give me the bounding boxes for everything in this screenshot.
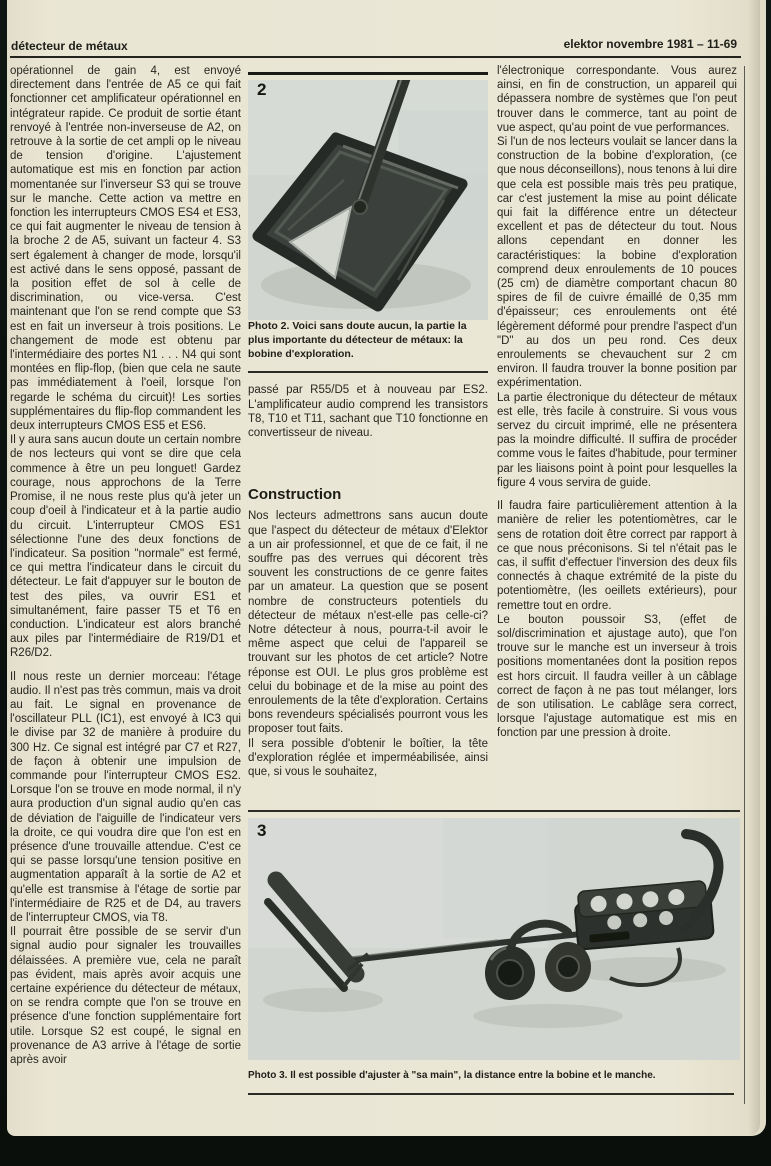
magazine-page: [7, 0, 766, 1136]
paragraph: Il faudra faire particulièrement attention à la manière de relier les potentiomètres, car le sens de rotation doit être correct par rapport à ce que nous préconisons. Si tel n'était pas le cas, il suffit d'effectuer l'inversion des deux fils connectés à chaque extrémité de la piste du potentiomètre, (les oeillets extérieurs), pour remettre tout en ordre.: [497, 500, 737, 612]
column-left: [10, 64, 241, 1114]
photo3-bottom-rule: [248, 1093, 734, 1095]
paragraph: Il y aura sans aucun doute un certain nombre de nos lecteurs qui vont se dire que cela commence à être un peu longuet! Gardez courage, nous approchons de la Terre Promise, il ne nous reste plus qu'à jeter un coup d'oeil à l'indicateur et à la partie audio du circuit. L'interrupteur CMOS ES1 sélectionne l'une des deux fonctions de l'indicateur. Sa position "normale" est fermé, ce qui mettra l'indicateur dans le circuit du détecteur. Le fait d'appuyer sur le bouton de test des piles, va ouvrir ES1 et simultanément, faire passer T5 et T6 en conduction. L'indicateur est alors branché aux piles par l'intermédiaire de R19/D1 et R26/D2.: [10, 434, 241, 660]
photo-2-search-coil: [248, 80, 488, 320]
paragraph: passé par R55/D5 et à nouveau par ES2. L'amplificateur audio comprend les transistors T8, T10 et T11, sachant que T10 fonctionne en convertisseur de niveau.: [248, 384, 488, 439]
search-coil-illustration: [248, 80, 488, 320]
photo-3-full-detector: [248, 818, 740, 1060]
section-heading-construction: Construction: [248, 486, 342, 504]
header-rule: [10, 56, 741, 58]
paragraph: Il pourrait être possible de se servir d'un signal audio pour signaler les trouvailles délaissées. A première vue, cela ne paraît pas évident, mais après avoir acquis une certaine expérience du détecteur de métaux, on se rendra compte que l'on se trouve en présence d'une fonction supplémentaire fort utile. Lorsque S2 est coupé, le signal en provenance de A3 arrive à l'étage de sortie après avoir: [10, 926, 241, 1067]
paragraph: Si l'un de nos lecteurs voulait se lancer dans la construction de la bobine d'exploration, (ce que nous déconseillons), nous tenons à lui dire que cela est possible mais très peu pratique, car c'est justement la mise au point délicate qui fait la différence entre un détecteur excellent et pas de détecteur du tout. Nous allons cependant en donner les caractéristiques: la bobine d'exploration comprend deux enroulements de 10 pouces (25 cm) de diamètre comportant chacun 80 spires de fil de cuivre émaillé de 0,35 mm d'épaisseur; ces enroulements ont été légèrement déformé pour prendre l'aspect d'un "D" au dos un peu rond. Ces deux enroulements se chevauchent sur 2 cm environ. Il faudra trouver la bonne position par expérimentation.: [497, 136, 737, 390]
running-head-issue: elektor novembre 1981 – 11-69: [563, 37, 737, 51]
column-right: [497, 64, 737, 810]
metal-detector-illustration: [248, 818, 740, 1060]
column-middle: [248, 64, 488, 812]
paragraph: Il sera possible d'obtenir le boîtier, la tête d'exploration réglée et imperméabilisée, ainsi que, si vous le souhaitez,: [248, 737, 488, 779]
photo2-top-rule: [248, 72, 488, 75]
paragraph: l'électronique correspondante. Vous aurez ainsi, en fin de construction, un appareil qui dépassera nombre de systèmes que l'on peut trouver dans le commerce, tant au point de vue aspect, qu'au point de vue performances.: [497, 65, 737, 134]
paragraph: Nos lecteurs admettrons sans aucun doute que l'aspect du détecteur de métaux d'Elektor a un air professionnel, et que de ce fait, il ne souffre pas des verrues qui décorent très souvent les constructions de ce genre faites par un amateur. La question que se posent nombre de constructeurs potentiels du détecteur de métaux n'est-elle pas celle-ci? Notre détecteur à nous, pourra-t-il avoir le même aspect que celui de l'appareil se trouvant sur les photos de cet article? Notre réponse est OUI. Le plus gros problème est celui du bobinage et de la mise au point des enroulements de la tête d'exploration. Certains bons revendeurs spécialisés pourront vous les proposer tout faits.: [248, 510, 488, 736]
caption-rule: [248, 371, 488, 373]
paragraph: opérationnel de gain 4, est envoyé directement dans l'entrée de A5 ce qui fait fonctionner cet amplificateur opérationnel en intégrateur rapide. Ce produit de sortie étant renvoyé à l'entrée non-inverseuse de A2, on retrouve à la sortie de cet ampli op le niveau de tension d'origine. L'ajustement automatique est mis en fonction par action momentanée sur l'inverseur S3 qui se trouve sur le manche. Cette action va mettre en fonction les interrupteurs CMOS ES4 et ES3, ce qui fait augmenter le niveau de tension à la broche 2 de A5, suivant un facteur 4. S3 sert également à changer de mode, lorsqu'il est activé dans le sens opposé, passant de la position effet de sol à celle de discrimination, ou vice-versa. C'est maintenant que l'on se rend compte que S3 est en fait un inverseur à trois positions. Le changement de mode est obtenu par l'intermédiaire des portes N1 . . . N4 qui sont montées en flip-flop, (bien que cela ne saute pas immédiatement à l'oeil, lorsque l'on regarde le schéma du circuit)! Les sorties supplémentaires du flip-flop commandent les deux interrupteurs CMOS ES5 et ES6.: [10, 65, 241, 433]
photo-3-block: [248, 810, 740, 1095]
photo3-top-rule: [248, 810, 740, 812]
paragraph: Il nous reste un dernier morceau: l'étage audio. Il n'est pas très commun, mais va droit au fait. Le signal en provenance de l'oscillateur PLL (IC1), est envoyé à IC3 qui le divise par 32 de manière à produire du 300 Hz. Ce signal est intégré par C7 et R27, de façon à obtenir une impulsion de commande pour l'interrupteur CMOS ES2. Lorsque l'on se trouve en mode normal, il n'y aura production d'un signal audio qu'en cas de déviation de l'aiguille de l'indicateur vers la droite, ce qui voudra dire que l'on est en présence d'une trouvaille attendue. C'est ce qui se passe lorsqu'une tension positive en augmentation apparaît à la sortie de A2 et qu'elle est transmise à l'étage de sortie par l'intermédiaire de R25 et de D4, au travers de l'interrupteur CMOS, via T8.: [10, 670, 241, 924]
photo-2-caption: Photo 2. Voici sans doute aucun, la partie la plus importante du détecteur de métaux: la bobine d'exploration.: [248, 320, 467, 360]
paragraph: La partie électronique du détecteur de métaux est elle, très facile à construire. Si vous vous servez du circuit imprimé, elle ne présentera pas la moindre difficulté. Il suffira de procéder comme vous le faites d'habitude, pour terminer par les liaisons point à point pour lesquelles la figure 4 vous servira de guide.: [497, 391, 737, 489]
paragraph: Le bouton poussoir S3, (effet de sol/discrimination et ajustage auto), que l'on trouve sur le manche est un inverseur à trois positions momentanées dont la position repos est hors circuit. Il faudra veiller à un câblage correct de façon à ne pas tout mélanger, lors de son utilisation. Le cablâge sera correct, lorsque l'ajustage automatique est mis en fonction par une pression à droite.: [497, 613, 737, 740]
margin-rule: [744, 66, 745, 1104]
photo-3-caption: Photo 3. Il est possible d'ajuster à "sa main", la distance entre la bobine et le manche.: [248, 1070, 656, 1081]
photo-3-number: 3: [257, 821, 267, 840]
running-head-article: détecteur de métaux: [11, 39, 128, 53]
photo-2-number: 2: [257, 80, 267, 99]
